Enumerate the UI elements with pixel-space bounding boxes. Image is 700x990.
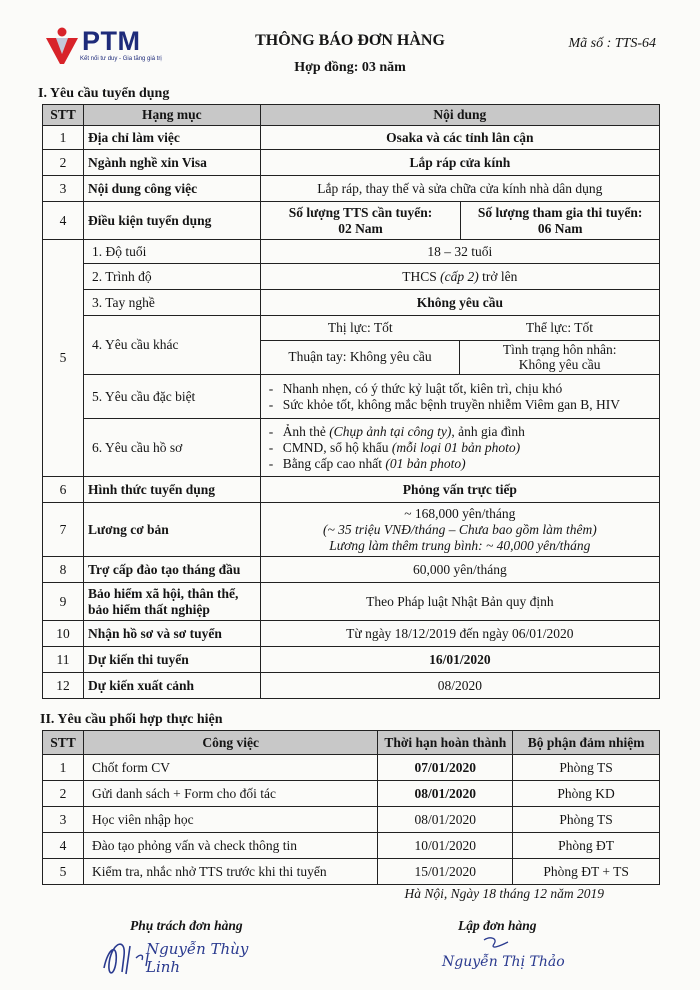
header-content: Nội dung — [260, 105, 659, 126]
section-1-title: I. Yêu cầu tuyển dụng — [38, 86, 170, 101]
insurance-label-2: bảo hiểm thất nghiệp — [87, 601, 210, 617]
row-value: 08/2020 — [260, 673, 659, 699]
row-deadline: 10/01/2020 — [378, 833, 513, 859]
row-task: Học viên nhập học — [83, 807, 377, 833]
table-row — [43, 503, 660, 557]
row-stt: 8 — [43, 557, 84, 583]
header-category: Hạng mục — [83, 105, 260, 126]
logo-tagline: Kết nối tư duy - Gia tăng giá trị — [80, 56, 162, 62]
row-stt: 4 — [43, 202, 84, 240]
marital-status-label: Tình trạng hôn nhân: — [502, 342, 617, 358]
table-row — [43, 673, 660, 699]
header-deadline: Thời hạn hoàn thành — [378, 731, 513, 755]
table-row — [43, 859, 660, 885]
education-value-b: (cấp 2) — [440, 268, 479, 284]
other-requirements-grid — [261, 316, 659, 374]
left-signature-name: Nguyễn Thùy Linh — [146, 940, 249, 976]
row-stt: 12 — [43, 673, 84, 699]
list-item: - CMND, sổ hộ khẩu (mỗi loại 01 bản photo) — [283, 440, 655, 456]
row-label: Địa chỉ làm việc — [83, 126, 260, 150]
header-department: Bộ phận đảm nhiệm — [513, 731, 660, 755]
age-label: 1. Độ tuổi — [83, 240, 260, 264]
list-item: - Sức khỏe tốt, không mắc bệnh truyền nhiễm Viêm gan B, HIV — [283, 397, 655, 413]
trainee-quota-cell — [260, 202, 461, 240]
row-value: Lắp ráp cửa kính — [260, 150, 659, 176]
row-task: Gửi danh sách + Form cho đối tác — [83, 781, 377, 807]
row-value: Lắp ráp, thay thế và sửa chữa cửa kính nhà dân dụng — [260, 176, 659, 202]
row-stt: 3 — [43, 176, 84, 202]
row-deadline: 07/01/2020 — [378, 755, 513, 781]
row-deadline: 15/01/2020 — [378, 859, 513, 885]
education-value-a: THCS — [402, 268, 441, 284]
table-row — [43, 621, 660, 647]
table-row — [43, 419, 660, 477]
row-department: Phòng TS — [513, 807, 660, 833]
issue-date: Hà Nội, Ngày 18 tháng 12 năm 2019 — [404, 886, 604, 901]
table-row — [43, 647, 660, 673]
row-stt: 3 — [43, 807, 84, 833]
header-stt: STT — [43, 731, 84, 755]
table-row — [43, 583, 660, 621]
row-task: Đào tạo phỏng vấn và check thông tin — [83, 833, 377, 859]
list-item: - Ảnh thẻ (Chụp ảnh tại công ty), ảnh gia đình — [283, 424, 655, 440]
education-label: 2. Trình độ — [83, 264, 260, 290]
row-label: Điều kiện tuyển dụng — [83, 202, 260, 240]
age-value: 18 – 32 tuổi — [260, 240, 659, 264]
trainee-quota-title: Số lượng TTS cần tuyển: — [288, 204, 433, 220]
row-stt: 2 — [43, 781, 84, 807]
header-task: Công việc — [83, 731, 377, 755]
table-row — [43, 150, 660, 176]
salary-base: ~ 168,000 yên/tháng — [404, 505, 516, 521]
document-title: THÔNG BÁO ĐƠN HÀNG — [255, 32, 445, 49]
exam-quota-cell — [461, 202, 660, 240]
table-row — [43, 316, 660, 375]
row-value: 60,000 yên/tháng — [260, 557, 659, 583]
exam-quota-value: 06 Nam — [537, 220, 583, 236]
row-stt: 4 — [43, 833, 84, 859]
row-value: Từ ngày 18/12/2019 đến ngày 06/01/2020 — [260, 621, 659, 647]
section-2-title: II. Yêu cầu phối hợp thực hiện — [40, 712, 223, 727]
table-row — [43, 264, 660, 290]
handedness: Thuận tay: Không yêu cầu — [261, 340, 460, 374]
insurance-label-1: Bảo hiểm xã hội, thân thể, — [87, 585, 239, 601]
row-department: Phòng ĐT — [513, 833, 660, 859]
documents-label: 6. Yêu cầu hồ sơ — [83, 419, 260, 477]
salary-vnd: (~ 35 triệu VNĐ/tháng – Chưa bao gồm làm thêm) — [322, 521, 597, 537]
row-stt: 11 — [43, 647, 84, 673]
row-stt: 9 — [43, 583, 84, 621]
salary-overtime: Lương làm thêm trung bình: ~ 40,000 yên/tháng — [329, 537, 591, 553]
eyesight: Thị lực: Tốt — [261, 316, 460, 340]
table-header-row — [43, 731, 660, 755]
row-department: Phòng ĐT + TS — [513, 859, 660, 885]
other-requirements-label: 4. Yêu cầu khác — [83, 316, 260, 375]
right-signature-title: Lập đơn hàng — [458, 918, 537, 933]
row-label: Lương cơ bản — [83, 503, 260, 557]
row-value: Osaka và các tỉnh lân cận — [260, 126, 659, 150]
row-label: Ngành nghề xin Visa — [83, 150, 260, 176]
row-deadline: 08/01/2020 — [378, 807, 513, 833]
row-stt: 2 — [43, 150, 84, 176]
special-requirements-label: 5. Yêu cầu đặc biệt — [83, 375, 260, 419]
row-task: Chốt form CV — [83, 755, 377, 781]
special-requirements-cell — [260, 375, 659, 419]
table-row — [43, 807, 660, 833]
table-row — [43, 126, 660, 150]
table-row — [43, 202, 660, 240]
row-label: Trợ cấp đào tạo tháng đầu — [83, 557, 260, 583]
row-stt: 7 — [43, 503, 84, 557]
row-stt: 10 — [43, 621, 84, 647]
skill-value: Không yêu cầu — [260, 290, 659, 316]
skill-label: 3. Tay nghề — [83, 290, 260, 316]
row-deadline: 08/01/2020 — [378, 781, 513, 807]
list-item: - Bằng cấp cao nhất (01 bản photo) — [283, 456, 655, 472]
row-label: Hình thức tuyển dụng — [83, 477, 260, 503]
row-department: Phòng TS — [513, 755, 660, 781]
row-stt: 5 — [43, 859, 84, 885]
education-value — [260, 264, 659, 290]
table-row — [43, 176, 660, 202]
right-signature-name: Nguyễn Thị Thảo — [442, 954, 565, 970]
row-label: Nhận hồ sơ và sơ tuyển — [83, 621, 260, 647]
table-row — [43, 375, 660, 419]
other-requirements-cell — [260, 316, 659, 375]
table-row — [43, 557, 660, 583]
row-label: Nội dung công việc — [83, 176, 260, 202]
left-signature-title: Phụ trách đơn hàng — [130, 918, 243, 933]
education-value-c: trở lên — [478, 268, 518, 284]
row-stt: 5 — [43, 240, 84, 477]
row-stt: 1 — [43, 126, 84, 150]
right-signature — [436, 932, 586, 984]
table-row — [43, 781, 660, 807]
coordination-table — [42, 730, 660, 885]
header-stt: STT — [43, 105, 84, 126]
marital-status-value: Không yêu cầu — [518, 357, 601, 373]
salary-cell — [260, 503, 659, 557]
logo-text: PTM — [82, 26, 141, 56]
row-label: Dự kiến thi tuyển — [83, 647, 260, 673]
row-stt: 1 — [43, 755, 84, 781]
row-department: Phòng KD — [513, 781, 660, 807]
recruitment-requirements-table — [42, 104, 660, 699]
row-stt: 6 — [43, 477, 84, 503]
row-label: Dự kiến xuất cảnh — [83, 673, 260, 699]
table-header-row — [43, 105, 660, 126]
contract-term: Hợp đồng: 03 năm — [294, 60, 406, 75]
document-code: Mã số : TTS-64 — [568, 36, 656, 51]
physical-fitness: Thể lực: Tốt — [460, 316, 659, 340]
trainee-quota-value: 02 Nam — [338, 220, 383, 236]
table-row — [43, 290, 660, 316]
table-row — [43, 477, 660, 503]
documents-cell — [260, 419, 659, 477]
row-label — [83, 583, 260, 621]
row-task: Kiểm tra, nhắc nhở TTS trước khi thi tuyển — [83, 859, 377, 885]
table-row — [43, 833, 660, 859]
exam-quota-title: Số lượng tham gia thi tuyển: — [477, 204, 643, 220]
left-signature — [96, 928, 286, 984]
row-value: Theo Pháp luật Nhật Bản quy định — [260, 583, 659, 621]
row-value: 16/01/2020 — [260, 647, 659, 673]
table-row — [43, 755, 660, 781]
row-value: Phỏng vấn trực tiếp — [260, 477, 659, 503]
table-row — [43, 240, 660, 264]
marital-status — [460, 340, 659, 374]
list-item: - Nhanh nhẹn, có ý thức kỷ luật tốt, kiên trì, chịu khó — [283, 381, 655, 397]
